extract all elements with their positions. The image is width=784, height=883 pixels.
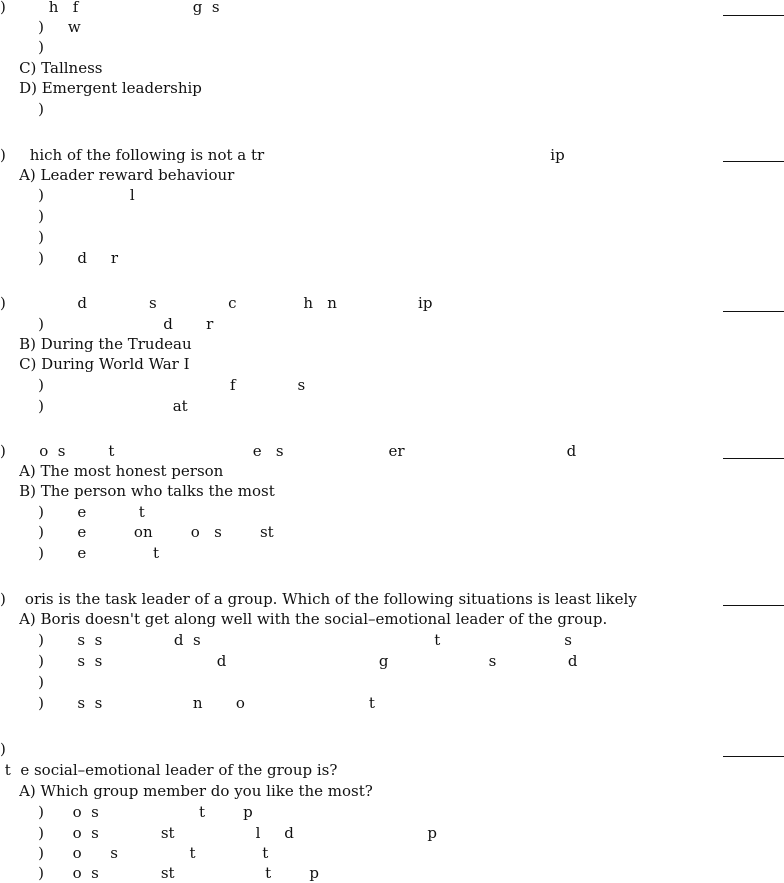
question-1-option: ) w [0,18,81,36]
question-2-option: ) [0,207,44,225]
question-2-option: ) d r [0,249,118,267]
answer-blank-1[interactable] [723,15,784,16]
question-6-option-a: A) Which group member do you like the most? [0,782,373,800]
question-5-option-a: A) Boris doesn't get along well with the social–emotional leader of the group. [0,610,608,628]
answer-blank-4[interactable] [723,458,784,459]
question-4-option: ) e t [0,544,160,562]
question-3-option: ) at [0,397,188,415]
question-1-stem: ) h f g s [0,0,220,16]
question-2-option-a: A) Leader reward behaviour [0,166,235,184]
question-6-option: ) o s t p [0,803,253,821]
answer-blank-3[interactable] [723,311,784,312]
question-1-option-c: C) Tallness [0,59,103,77]
question-1-option: ) [0,100,44,118]
question-6-option: ) o s t t [0,844,269,862]
question-4-option: ) e on o s st [0,523,274,541]
question-6-stem: t e social–emotional leader of the group is? [0,761,338,779]
answer-blank-6[interactable] [723,756,784,757]
question-5-option: ) s s n o t [0,694,375,712]
question-2-option: ) [0,228,44,246]
question-3-option: ) d r [0,315,214,333]
question-4-option-a: A) The most honest person [0,462,224,480]
question-3-option: ) f s [0,376,306,394]
question-5-stem: ) oris is the task leader of a group. Which of the following situations is least likely [0,590,637,608]
question-3-stem: ) d s c h n ip [0,294,433,312]
question-6-option: ) o s st l d p [0,824,437,842]
answer-blank-5[interactable] [723,605,784,606]
question-1-option-d: D) Emergent leadership [0,79,202,97]
question-2-stem: ) hich of the following is not a tr ip [0,146,565,164]
question-3-option-c: C) During World War I [0,355,190,373]
question-6-option: ) o s st t p [0,864,319,882]
question-2-option: ) l [0,186,135,204]
question-4-option-b: B) The person who talks the most [0,482,275,500]
question-5-option: ) [0,673,44,691]
question-1-option: ) [0,38,44,56]
question-3-option-b: B) During the Trudeau [0,335,192,353]
answer-blank-2[interactable] [723,161,784,162]
question-4-option: ) e t [0,503,145,521]
question-6-number: ) [0,740,6,758]
question-5-option: ) s s d g s d [0,652,578,670]
question-5-option: ) s s d s t s [0,631,572,649]
question-4-stem: ) o s t e s er d [0,442,577,460]
